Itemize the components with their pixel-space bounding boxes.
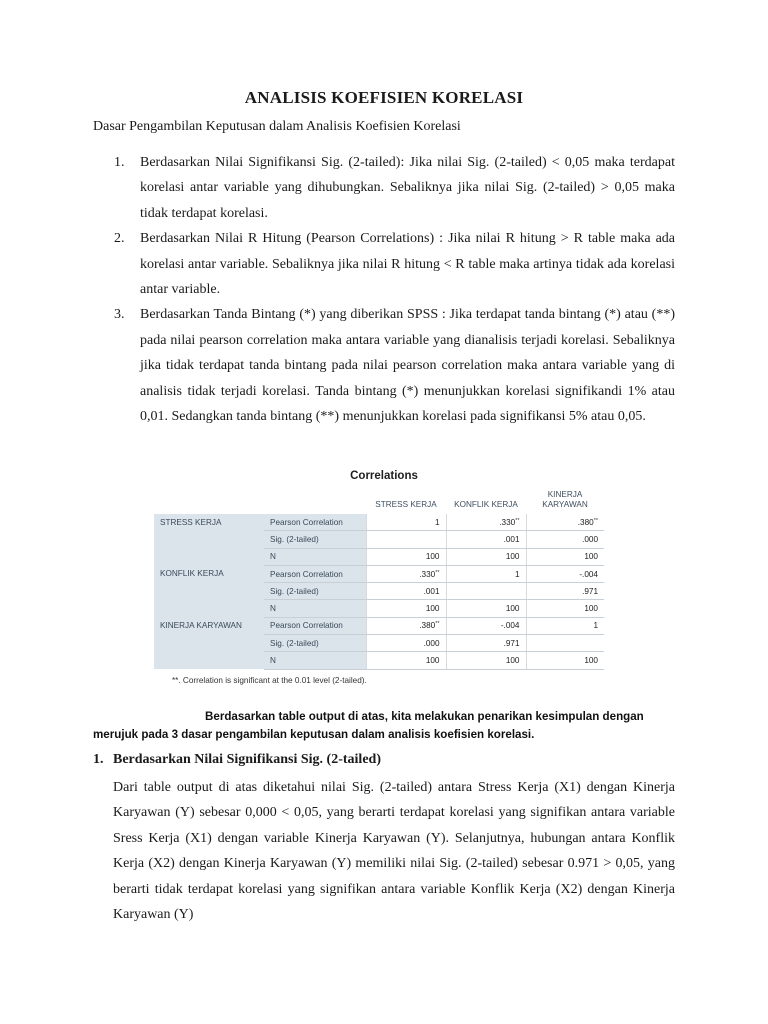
correlations-table bbox=[154, 486, 604, 670]
table-cell bbox=[366, 514, 446, 531]
table-cell bbox=[446, 565, 526, 582]
table-cell bbox=[526, 565, 604, 582]
section-body: Dari table output di atas diketahui nilai Sig. (2-tailed) antara Stress Kerja (X1) dengan Kinerja Karyawan (Y) sebesar 0,000 < 0,05, yang berarti terdapat korelasi yang signifikan antara variable Sress Kerja (X1) dengan variable Kinerja Karyawan (Y). Selanjutnya, hubungan antara Konflik Kerja (X2) dengan Kinerja Karyawan (Y) memiliki nilai Sig. (2-tailed) sebesar 0.971 > 0,05, yang berarti tidak terdapat korelasi yang signifikan antara variable Konflik Kerja (X2) dengan Kinerja Karyawan (Y) bbox=[113, 780, 675, 923]
significance-marker: ** bbox=[593, 517, 598, 524]
table-cell bbox=[526, 652, 604, 669]
cell-value: 100 bbox=[505, 552, 520, 562]
table-cell bbox=[446, 514, 526, 531]
list-number: 1. bbox=[114, 155, 125, 170]
cell-value: 100 bbox=[425, 656, 440, 666]
cell-value: .380 bbox=[419, 621, 436, 631]
table-footnote: **. Correlation is significant at the 0.01 level (2-tailed). bbox=[172, 675, 367, 685]
cell-value: .971 bbox=[503, 638, 520, 648]
intro-text: Dasar Pengambilan Keputusan dalam Analisis Koefisien Korelasi bbox=[93, 119, 461, 134]
row-group-label: KINERJA KARYAWAN bbox=[154, 617, 264, 669]
table-cell bbox=[526, 548, 604, 565]
table-cell bbox=[446, 617, 526, 634]
table-cell bbox=[526, 514, 604, 531]
cell-value: .001 bbox=[423, 586, 440, 596]
cell-value: 1 bbox=[593, 621, 598, 631]
table-cell bbox=[446, 652, 526, 669]
section-heading bbox=[93, 752, 381, 768]
column-header: STRESS KERJA bbox=[375, 500, 437, 509]
section-number: 1. bbox=[93, 752, 104, 767]
cell-value: 100 bbox=[505, 604, 520, 614]
significance-marker: ** bbox=[515, 517, 520, 524]
table-cell bbox=[446, 600, 526, 617]
cell-value: 100 bbox=[584, 552, 598, 562]
table-cell bbox=[366, 617, 446, 634]
statistic-label: Pearson Correlation bbox=[264, 514, 366, 531]
cell-value: 100 bbox=[425, 552, 440, 562]
list-item bbox=[93, 302, 675, 429]
significance-marker: ** bbox=[435, 621, 440, 628]
list-item bbox=[93, 226, 675, 302]
table-cell bbox=[526, 635, 604, 652]
cell-value: 1 bbox=[514, 569, 520, 579]
list-number: 3. bbox=[114, 307, 125, 323]
cell-value: .971 bbox=[582, 586, 598, 596]
criteria-list bbox=[93, 150, 675, 429]
table-cell bbox=[366, 565, 446, 582]
cell-value: .001 bbox=[503, 534, 520, 544]
column-header: KONFLIK KERJA bbox=[454, 500, 518, 509]
list-text: Berdasarkan Tanda Bintang (*) yang diberikan SPSS : Jika terdapat tanda bintang (*) atau (**) pada nilai pearson correlation maka antara variable yang dianalisis terjadi korelasi. Sebaliknya jika tidak terdapat tanda bintang pada nilai pearson correlation maka antara variable yang di analisis tidak terjadi korelasi. Tanda bintang (*) menunjukkan korelasi signifikandi 1% atau 0,01. Sedangkan tanda bintang (**) menunjukkan korelasi pada signifikansi 5% atau 0,05. bbox=[140, 307, 675, 425]
table-row bbox=[154, 617, 604, 634]
table-title: Correlations bbox=[350, 470, 418, 482]
header-blank bbox=[154, 486, 264, 514]
list-text: Berdasarkan Nilai Signifikansi Sig. (2-tailed): Jika nilai Sig. (2-tailed) < 0,05 maka terdapat korelasi antar variable yang dihubungkan. Sebaliknya jika nilai Sig. (2-tailed) > 0,05 maka tidak terdapat korelasi. bbox=[140, 155, 675, 221]
cell-value: 100 bbox=[584, 604, 598, 614]
statistic-label: Sig. (2-tailed) bbox=[264, 635, 366, 652]
cell-value: -.004 bbox=[579, 569, 598, 579]
table-cell bbox=[446, 531, 526, 548]
table-cell bbox=[526, 600, 604, 617]
document-title: ANALISIS KOEFISIEN KORELASI bbox=[244, 88, 524, 107]
cell-value: 100 bbox=[584, 656, 598, 666]
section-heading-text: Berdasarkan Nilai Signifikansi Sig. (2-tailed) bbox=[113, 752, 381, 767]
list-number: 2. bbox=[114, 231, 125, 247]
table-cell bbox=[526, 531, 604, 548]
cell-value: 100 bbox=[425, 604, 440, 614]
table-cell bbox=[366, 635, 446, 652]
statistic-label: Sig. (2-tailed) bbox=[264, 531, 366, 548]
statistic-label: Pearson Correlation bbox=[264, 565, 366, 582]
statistic-label: N bbox=[264, 548, 366, 565]
row-group-label: STRESS KERJA bbox=[154, 514, 264, 565]
cell-value: .000 bbox=[423, 638, 440, 648]
statistic-label: Sig. (2-tailed) bbox=[264, 583, 366, 600]
cell-value: .380 bbox=[577, 517, 594, 527]
header-blank bbox=[264, 486, 366, 514]
cell-value: .000 bbox=[582, 534, 598, 544]
statistic-label: N bbox=[264, 652, 366, 669]
cell-value: 1 bbox=[434, 517, 440, 527]
cell-value: -.004 bbox=[500, 621, 520, 631]
table-header-row bbox=[154, 486, 604, 514]
statistic-label: N bbox=[264, 600, 366, 617]
table-cell bbox=[446, 548, 526, 565]
table-row bbox=[154, 514, 604, 531]
conclusion-text: Berdasarkan table output di atas, kita melakukan penarikan kesimpulan dengan merujuk pada 3 dasar pengambilan keputusan dalam analisis koefisien korelasi. bbox=[93, 710, 644, 741]
table-body bbox=[154, 514, 604, 669]
correlations-table-image bbox=[154, 466, 604, 685]
statistic-label: Pearson Correlation bbox=[264, 617, 366, 634]
significance-marker: ** bbox=[435, 569, 440, 576]
row-group-label: KONFLIK KERJA bbox=[154, 565, 264, 617]
table-cell bbox=[366, 600, 446, 617]
table-cell bbox=[366, 652, 446, 669]
column-header: KINERJA KARYAWAN bbox=[542, 490, 588, 509]
table-cell bbox=[366, 583, 446, 600]
list-item bbox=[93, 150, 675, 226]
table-row bbox=[154, 565, 604, 582]
table-cell bbox=[446, 583, 526, 600]
table-cell bbox=[366, 531, 446, 548]
table-cell bbox=[366, 548, 446, 565]
cell-value: .330 bbox=[419, 569, 436, 579]
table-cell bbox=[526, 617, 604, 634]
table-cell bbox=[526, 583, 604, 600]
cell-value: 100 bbox=[505, 656, 520, 666]
list-text: Berdasarkan Nilai R Hitung (Pearson Correlations) : Jika nilai R hitung > R table maka ada korelasi antar variable. Sebaliknya jika nilai R hitung < R table maka artinya tidak ada korelasi antar variable. bbox=[140, 231, 675, 298]
table-cell bbox=[446, 635, 526, 652]
cell-value: .330 bbox=[499, 517, 516, 527]
